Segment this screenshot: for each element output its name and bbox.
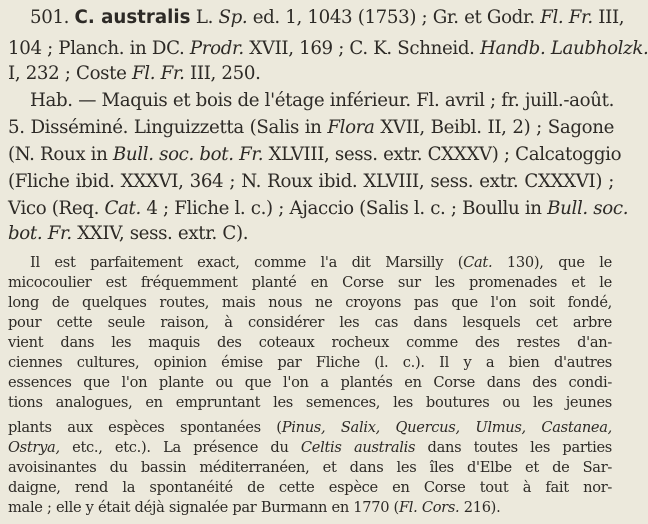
habitat-line-2: 5. Disséminé. Linguizzetta (Salis in Flora XVII, Beibl. II, 2) ; Sagone	[8, 117, 614, 138]
note-line-3: long de quelques routes, mais nous ne croyons pas que l'on soit fondé,	[8, 294, 612, 311]
note-line-5: vient dans les maquis des coteaux rocheux comme des restes d'an-	[8, 334, 612, 351]
habitat-line-5: Vico (Req. Cat. 4 ; Fliche l. c.) ; Ajaccio (Salis l. c. ; Boullu in Bull. soc.	[8, 198, 629, 219]
entry-line-3: I, 232 ; Coste Fl. Fr. III, 250.	[8, 63, 261, 84]
note-line-4: pour cette seule raison, à considérer les cas dans lesquels cet arbre	[8, 314, 612, 331]
species-name: C. australis	[74, 7, 191, 28]
entry-line-1: 501. C. australis L. Sp. ed. 1, 1043 (1753) ; Gr. et Godr. Fl. Fr. III,	[30, 7, 625, 28]
note-line-9: plants aux espèces spontanées (Pinus, Salix, Quercus, Ulmus, Castanea,	[8, 419, 612, 436]
note-line-12: daigne, rend la spontanéité de cette espèce en Corse tout à fait nor-	[8, 479, 612, 496]
note-line-2: micocoulier est fréquemment planté en Corse sur les promenades et le	[8, 274, 612, 291]
note-line-1: Il est parfaitement exact, comme l'a dit Marsilly (Cat. 130), que le	[30, 254, 612, 271]
habitat-line-1: Hab. — Maquis et bois de l'étage inférieur. Fl. avril ; fr. juill.-août.	[30, 90, 614, 111]
note-line-8: tions analogues, en empruntant les semences, les boutures ou les jeunes	[8, 394, 612, 411]
note-line-11: avoisinantes du bassin méditerranéen, et dans les îles d'Elbe et de Sar-	[8, 459, 612, 476]
habitat-line-6: bot. Fr. XXIV, sess. extr. C).	[8, 223, 249, 244]
entry-line-2: 104 ; Planch. in DC. Prodr. XVII, 169 ; C. K. Schneid. Handb. Laubholzk.	[8, 38, 648, 59]
note-line-13: male ; elle y était déjà signalée par Burmann en 1770 (Fl. Cors. 216).	[8, 499, 501, 516]
note-line-10: Ostrya, etc., etc.). La présence du Celtis australis dans toutes les parties	[8, 439, 612, 456]
note-line-6: ciennes cultures, opinion émise par Fliche (l. c.). Il y a bien d'autres	[8, 354, 612, 371]
note-line-7: essences que l'on plante ou que l'on a plantés en Corse dans des condi-	[8, 374, 612, 391]
entry-number: 501.	[30, 7, 70, 28]
habitat-line-4: (Fliche ibid. XXXVI, 364 ; N. Roux ibid. XLVIII, sess. extr. CXXXVI) ;	[8, 171, 614, 192]
habitat-line-3: (N. Roux in Bull. soc. bot. Fr. XLVIII, sess. extr. CXXXV) ; Calcatoggio	[8, 144, 622, 165]
